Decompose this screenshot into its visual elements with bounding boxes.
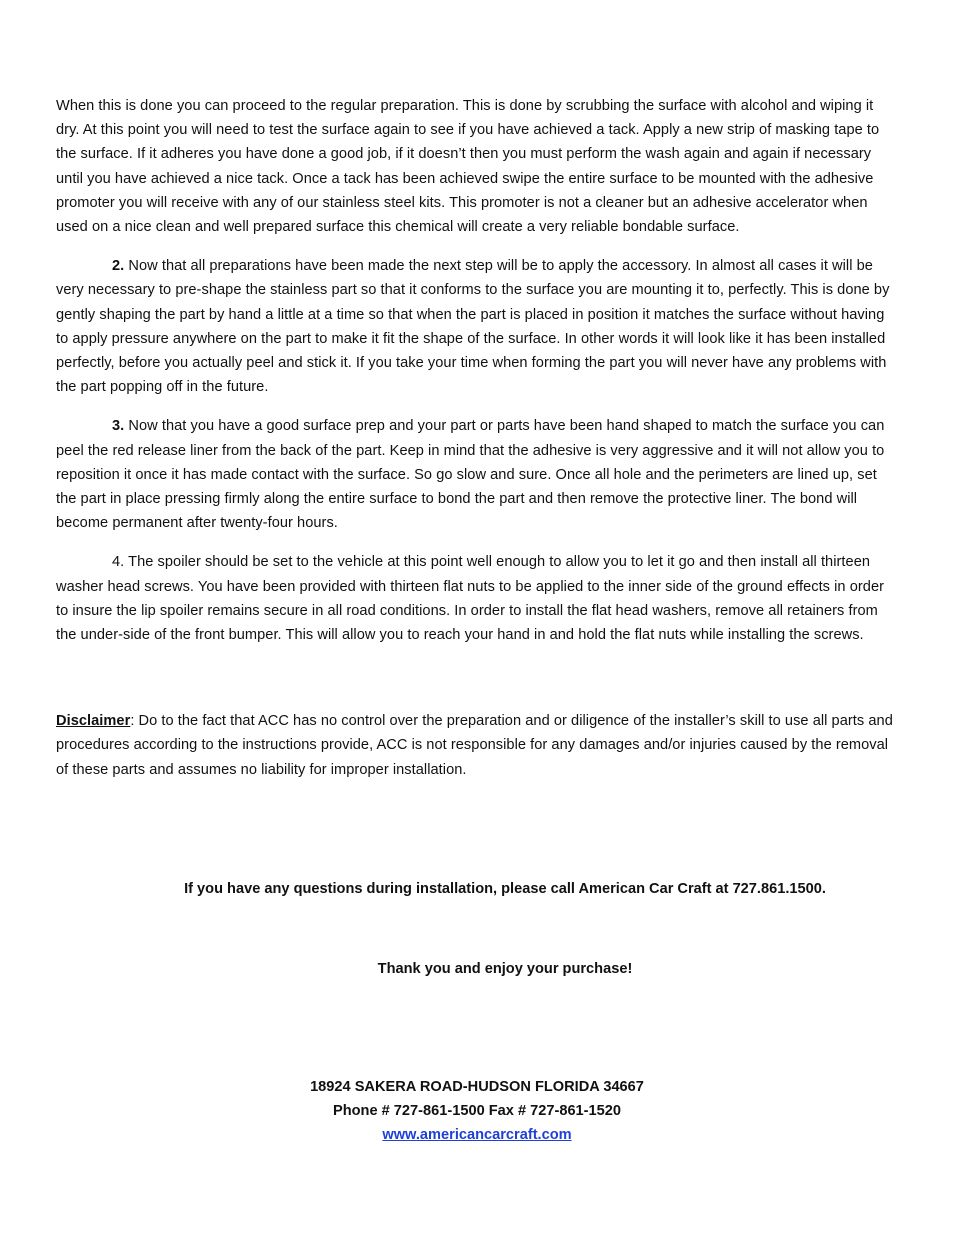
step-2-text: Now that all preparations have been made the next step will be to apply the accessory. In almost all cases it will be very necessary to pre-shape the stainless part so that it conforms to the surface you are mounting it to, perfectly. This is done by gently shaping the part by hand a little at a time so that when the part is placed in position it matches the surface without having to apply pressure anywhere on the part to make it fit the shape of the surface. In other words it will look like it has been installed perfectly, before you actually peel and stick it. If you take your time when forming the part you will never have any problems with the part popping off in the future. [56,258,890,396]
footer-website-line [0,1123,954,1147]
footer [0,1075,954,1147]
questions-line: If you have any questions during installation, please call American Car Craft at 727.861.1500. [184,881,826,897]
thanks-line-container [56,957,954,981]
spacer [56,662,898,709]
footer-address: 18924 SAKERA ROAD-HUDSON FLORIDA 34667 [310,1079,644,1095]
step-3-paragraph [56,414,898,535]
disclaimer-text: : Do to the fact that ACC has no control over the preparation and or diligence of the installer’s skill to use all parts and procedures according to the instructions provide, ACC is not responsible for any damages and/or injuries caused by the removal of these parts and assumes no liability for improper installation. [56,713,893,778]
disclaimer-label: Disclaimer [56,713,131,730]
step-3-number: 3. [112,418,125,435]
thanks-line: Thank you and enjoy your purchase! [377,961,633,977]
step-4-paragraph [56,550,898,647]
step-3-text: Now that you have a good surface prep and your part or parts have been hand shaped to match the surface you can peel the red release liner from the back of the part. Keep in mind that the adhesive is very aggressive and it will not allow you to reposition it once it has made contact with the surface. So go slow and sure. Once all hole and the perimeters are lined up, set the part in place pressing firmly along the entire surface to bond the part and then remove the protective liner. The bond will become permanent after twenty-four hours. [56,418,885,532]
step-4-text: 4. The spoiler should be set to the vehicle at this point well enough to allow you to let it go and then install all thirteen washer head screws. You have been provided with thirteen flat nuts to be applied to the inner side of the ground effects in order to insure the lip spoiler remains secure in all road conditions. In order to install the flat head washers, remove all retainers from the under-side of the front bumper. This will allow you to reach your hand in and hold the flat nuts while installing the screws. [56,554,885,644]
step-2-paragraph [56,254,898,399]
intro-paragraph: When this is done you can proceed to the regular preparation. This is done by scrubbing the surface with alcohol and wiping it dry. At this point you will need to test the surface again to see if you have achieved a tack. Apply a new strip of masking tape to the surface. If it adheres you have done a good job, if it doesn’t then you must perform the wash again and again if necessary until you have achieved a nice tack. Once a tack has been achieved swipe the entire surface to be mounted with the adhesive promoter you will receive with any of our stainless steel kits. This promoter is not a cleaner but an adhesive accelerator when used on a nice clean and well prepared surface this chemical will create a very reliable bondable surface. [56,98,880,236]
disclaimer-paragraph [56,709,898,782]
step-2-number: 2. [112,258,125,275]
document-body [56,94,898,797]
questions-line-container [56,877,954,901]
footer-phone-fax: Phone # 727-861-1500 Fax # 727-861-1520 [332,1103,621,1119]
website-link[interactable]: www.americancarcraft.com [382,1127,572,1143]
